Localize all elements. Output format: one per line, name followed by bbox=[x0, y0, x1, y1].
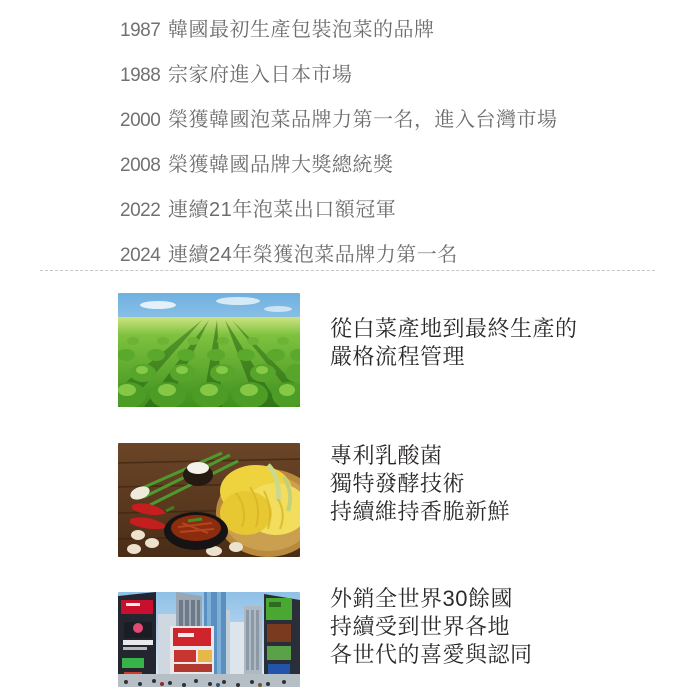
timeline-item bbox=[120, 8, 558, 53]
timeline-year: 1988 bbox=[120, 65, 161, 86]
times-square-photo bbox=[118, 592, 300, 687]
timeline-item bbox=[120, 188, 558, 233]
dotted-divider bbox=[40, 270, 655, 271]
timeline-text: 連續21年泡菜出口額冠軍 bbox=[168, 199, 397, 221]
feature-line: 持續受到世界各地 bbox=[330, 614, 511, 639]
timeline-year: 1987 bbox=[120, 20, 161, 41]
timeline-text: 連續24年榮獲泡菜品牌力第一名 bbox=[168, 244, 458, 266]
feature-text bbox=[330, 442, 510, 526]
feature-line: 嚴格流程管理 bbox=[330, 344, 466, 369]
timeline-item bbox=[120, 53, 558, 98]
brand-timeline bbox=[120, 8, 558, 278]
feature-line: 專利乳酸菌 bbox=[330, 443, 443, 468]
timeline-text: 榮獲韓國品牌大獎總統獎 bbox=[168, 154, 394, 176]
timeline-text: 韓國最初生產包裝泡菜的品牌 bbox=[168, 19, 435, 41]
timeline-year: 2022 bbox=[120, 200, 161, 221]
timeline-item bbox=[120, 98, 558, 143]
feature-line: 各世代的喜愛與認同 bbox=[330, 642, 533, 667]
feature-text bbox=[330, 585, 533, 669]
salted-cabbage-ingredients-photo bbox=[118, 443, 300, 557]
timeline-year: 2008 bbox=[120, 155, 161, 176]
timeline-item bbox=[120, 143, 558, 188]
timeline-text: 宗家府進入日本市場 bbox=[168, 64, 353, 86]
feature-line: 外銷全世界30餘國 bbox=[330, 586, 513, 611]
feature-text bbox=[330, 315, 578, 371]
timeline-text: 榮獲韓國泡菜品牌力第一名，進入台灣市場 bbox=[168, 109, 558, 131]
feature-line: 從白菜產地到最終生產的 bbox=[330, 316, 578, 341]
feature-line: 獨特發酵技術 bbox=[330, 471, 466, 496]
timeline-item bbox=[120, 233, 558, 278]
timeline-year: 2024 bbox=[120, 245, 161, 266]
cabbage-field-photo bbox=[118, 293, 300, 407]
feature-line: 持續維持香脆新鮮 bbox=[330, 499, 511, 524]
timeline-year: 2000 bbox=[120, 110, 161, 131]
